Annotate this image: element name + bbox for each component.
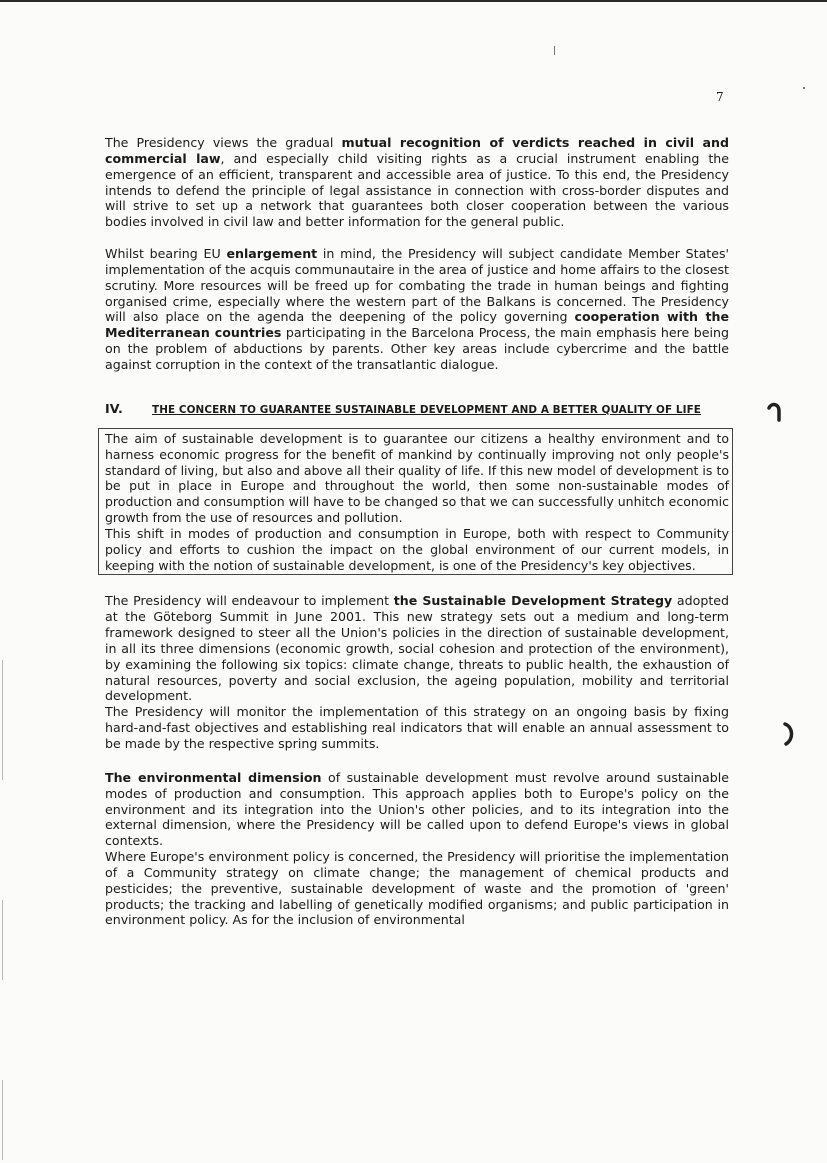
text-run: The Presidency views the gradual [105,135,342,150]
page-number: 7 [716,90,724,104]
text-run: of sustainable development must revolve around sustainable modes of production and consumption. This approach applies both to Europe's policy on the environment and its integration into the Union's other policies, and to its integration into the external dimension, where the Presidency will be called upon to defend Europe's views in global contexts. [105,769,729,849]
bold-phrase: The environmental dimension [105,769,322,785]
top-scan-edge [0,0,827,2]
scan-speck [554,46,555,55]
text-run: The Presidency will endeavour to implement [105,593,394,609]
section-title: THE CONCERN TO GUARANTEE SUSTAINABLE DEVELOPMENT AND A BETTER QUALITY OF LIFE [152,403,701,416]
text-run: participating in the Barcelona Process, the main emphasis here being on the problem of abductions by parents. Other key areas include cybercrime and the battle against corruption in the context of the transatlantic dialogue. [105,325,729,372]
bold-phrase: the Sustainable Development Strategy [393,593,673,609]
section-number: IV. [105,400,123,416]
paragraph-environment-policy: Where Europe's environment policy is concerned, the Presidency will prioritise the implementation of a Community strategy on climate change; the management of chemical products and pesticides; the preventive, sustainable development of waste and the promotion of 'green' products; the tracking and labelling of genetically modified organisms; and public participation in environment policy. As for the inclusion of environmental [105,849,729,928]
paragraph-environmental-dimension [105,770,729,849]
paragraph-sustainable-strategy [105,593,729,704]
scan-speck [803,87,805,89]
binder-hole-mark [767,402,781,422]
text-run: in mind, the Presidency will subject candidate Member States' implementation of the acquis communautaire in the area of justice and home affairs to the closest scrutiny. More resources will be freed up for combating the trade in human beings and fighting organised crime, especially where the western part of the Balkans is concerned. The Presidency will also place on the agenda the deepening of the policy governing [105,246,729,325]
scan-edge-mark [2,900,3,980]
scan-edge-mark [2,1080,3,1160]
text-run: adopted at the Göteborg Summit in June 2001. This new strategy sets out a medium and long-term framework designed to steer all the Union's policies in the direction of sustainable development, in all its three dimensions (economic growth, social cohesion and protection of the environment), by examining the following six topics: climate change, threats to public health, the exhaustion of natural resources, poverty and social exclusion, the ageing population, mobility and territorial development. [105,593,729,704]
scan-edge-mark [2,660,3,780]
section-heading [105,401,729,416]
bold-phrase: mutual recognition of verdicts reached in civil and commercial law [105,135,730,166]
box-paragraph: This shift in modes of production and consumption in Europe, both with respect to Community policy and efforts to cushion the impact on the global environment of our current models, in keeping with the notion of sustainable development, is one of the Presidency's key objectives. [105,525,729,573]
paragraph-monitoring: The Presidency will monitor the implementation of this strategy on an ongoing basis by fixing hard-and-fast objectives and establishing real indicators that will enable an annual assessment to be made by the respective spring summits. [105,704,729,751]
paragraph-enlargement [105,246,729,373]
text-run: , and especially child visiting rights as a crucial instrument enabling the emergence of an efficient, transparent and accessible area of justice. To this end, the Presidency intends to defend the principle of legal assistance in connection with cross-border disputes and will strive to set up a network that guarantees both closer cooperation between the various bodies involved in civil law and better information for the general public. [105,150,729,230]
bold-phrase: cooperation with the Mediterranean countries [105,309,729,341]
summary-box [98,428,733,576]
document-body [105,135,729,928]
box-paragraph: The aim of sustainable development is to guarantee our citizens a healthy environment and to harness economic progress for the benefit of mankind by continually improving not only people's standard of living, but also and above all their quality of life. If this new model of development is to be put in place in Europe and throughout the world, then some non-sustainable modes of production and consumption will have to be changed so that we can successfully unhitch economic growth from the use of resources and pollution. [105,430,729,526]
bold-phrase: enlargement [226,246,318,262]
paragraph-mutual-recognition [105,135,729,230]
text-run: Whilst bearing EU [105,246,227,262]
binder-hole-mark [783,721,795,747]
